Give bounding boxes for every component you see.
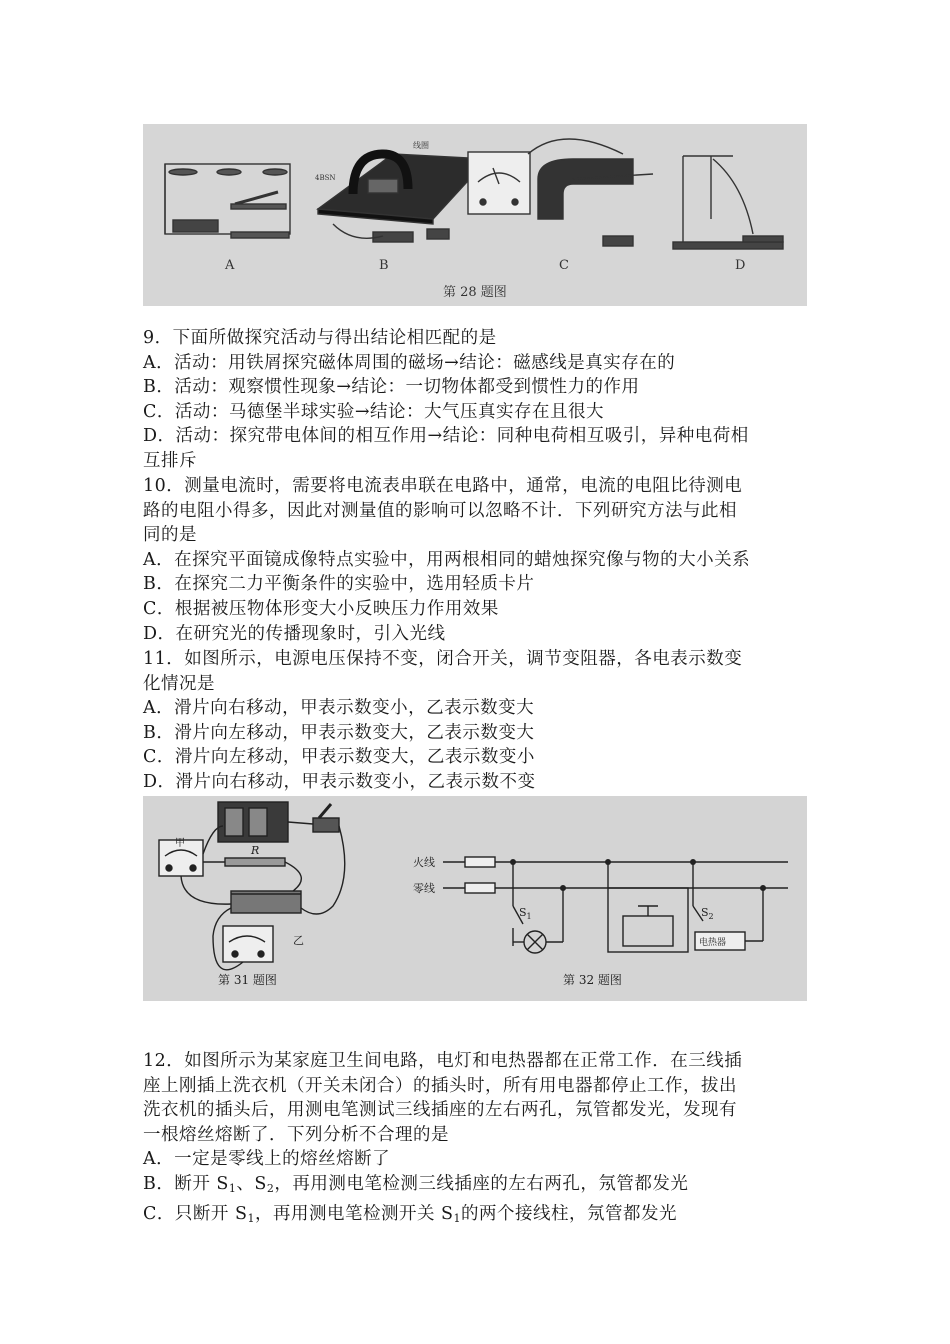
q10-stem-line3: 同的是	[143, 525, 197, 546]
q12-stem-line4: 一根熔丝熔断了．下列分析不合理的是	[143, 1124, 449, 1145]
label-r: R	[251, 844, 260, 857]
figure-28-drawing	[143, 124, 807, 306]
q10-option-a: A．在探究平面镜成像特点实验中，用两根相同的蜡烛探究像与物的大小关系	[143, 549, 751, 570]
q10-option-c: C．根据被压物体形变大小反映压力作用效果	[143, 598, 499, 619]
q9-option-d-line2: 互排斥	[143, 450, 197, 471]
figure-28	[143, 124, 807, 306]
q12-option-a: A．一定是零线上的熔丝熔断了	[143, 1149, 391, 1170]
q9-stem: 9．下面所做探究活动与得出结论相匹配的是	[143, 328, 497, 348]
figure-31-caption: 第 31 题图	[218, 973, 277, 987]
label-heater: 电热器	[699, 938, 727, 948]
q11-option-c: C．滑片向左移动，甲表示数变大，乙表示数变小	[143, 747, 535, 768]
q12-option-c: C．只断开 $S_1$，再用测电笔检测开关 $S_1$的两个接线柱，氖管都发光	[143, 1203, 678, 1225]
label-d: D	[735, 258, 746, 273]
q9-option-d-line1: D．活动：探究带电体间的相互作用→结论：同种电荷相互吸引，异种电荷相	[143, 426, 749, 447]
q12-option-b: B．断开 $S_1$、$S_2$，再用测电笔检测三线插座的左右两孔，氖管都发光	[143, 1173, 689, 1195]
q10-stem-line1: 10．测量电流时，需要将电流表串联在电路中，通常，电流的电阻比待测电	[143, 476, 743, 496]
label-jia: 甲	[175, 838, 185, 849]
q11-option-b: B．滑片向左移动，甲表示数变大，乙表示数变大	[143, 722, 535, 743]
q10-stem-line2: 路的电阻小得多，因此对测量值的影响可以忽略不计．下列研究方法与此相	[143, 500, 737, 521]
figure-31-32-drawing	[143, 796, 807, 1001]
label-b-note1: 线圈	[413, 141, 429, 150]
q11-stem-line2: 化情况是	[143, 673, 215, 694]
label-s2: $S_2$	[701, 906, 714, 921]
label-yi: 乙	[293, 934, 304, 947]
q10-option-b: B．在探究二力平衡条件的实验中，选用轻质卡片	[143, 574, 535, 595]
q9-option-c: C．活动：马德堡半球实验→结论：大气压真实存在且很大	[143, 401, 605, 422]
q12-stem-line2: 座上刚插上洗衣机（开关未闭合）的插头时，所有用电器都停止工作，拔出	[143, 1075, 737, 1096]
label-live-wire: 火线	[413, 856, 435, 869]
q12-stem-line3: 洗衣机的插头后，用测电笔测试三线插座的左右两孔，氖管都发光，发现有	[143, 1100, 737, 1121]
question-10	[143, 474, 813, 646]
label-a: A	[225, 258, 235, 273]
figure-28-caption: 第 28 题图	[443, 285, 507, 300]
label-b: B	[379, 258, 389, 273]
label-b-note2: 4BSN	[315, 174, 336, 182]
question-11	[143, 647, 813, 795]
q11-stem-line1: 11．如图所示，电源电压保持不变，闭合开关，调节变阻器，各电表示数变	[143, 649, 743, 669]
question-9	[143, 326, 813, 474]
figure-32-caption: 第 32 题图	[563, 973, 622, 987]
q11-option-d: D．滑片向右移动，甲表示数变小，乙表示数不变	[143, 771, 536, 792]
label-c: C	[559, 258, 569, 273]
q9-option-b: B．活动：观察惯性现象→结论：一切物体都受到惯性力的作用	[143, 377, 640, 398]
label-neutral-wire: 零线	[413, 882, 435, 895]
q9-option-a: A．活动：用铁屑探究磁体周围的磁场→结论：磁感线是真实存在的	[143, 352, 676, 373]
q12-stem-line1: 12．如图所示为某家庭卫生间电路，电灯和电热器都在正常工作．在三线插	[143, 1051, 743, 1071]
question-12	[143, 1049, 813, 1231]
q11-option-a: A．滑片向右移动，甲表示数变小，乙表示数变大	[143, 698, 535, 719]
figure-31-32	[143, 796, 807, 1001]
q10-option-d: D．在研究光的传播现象时，引入光线	[143, 623, 446, 644]
label-s1: $S_1$	[519, 906, 532, 921]
